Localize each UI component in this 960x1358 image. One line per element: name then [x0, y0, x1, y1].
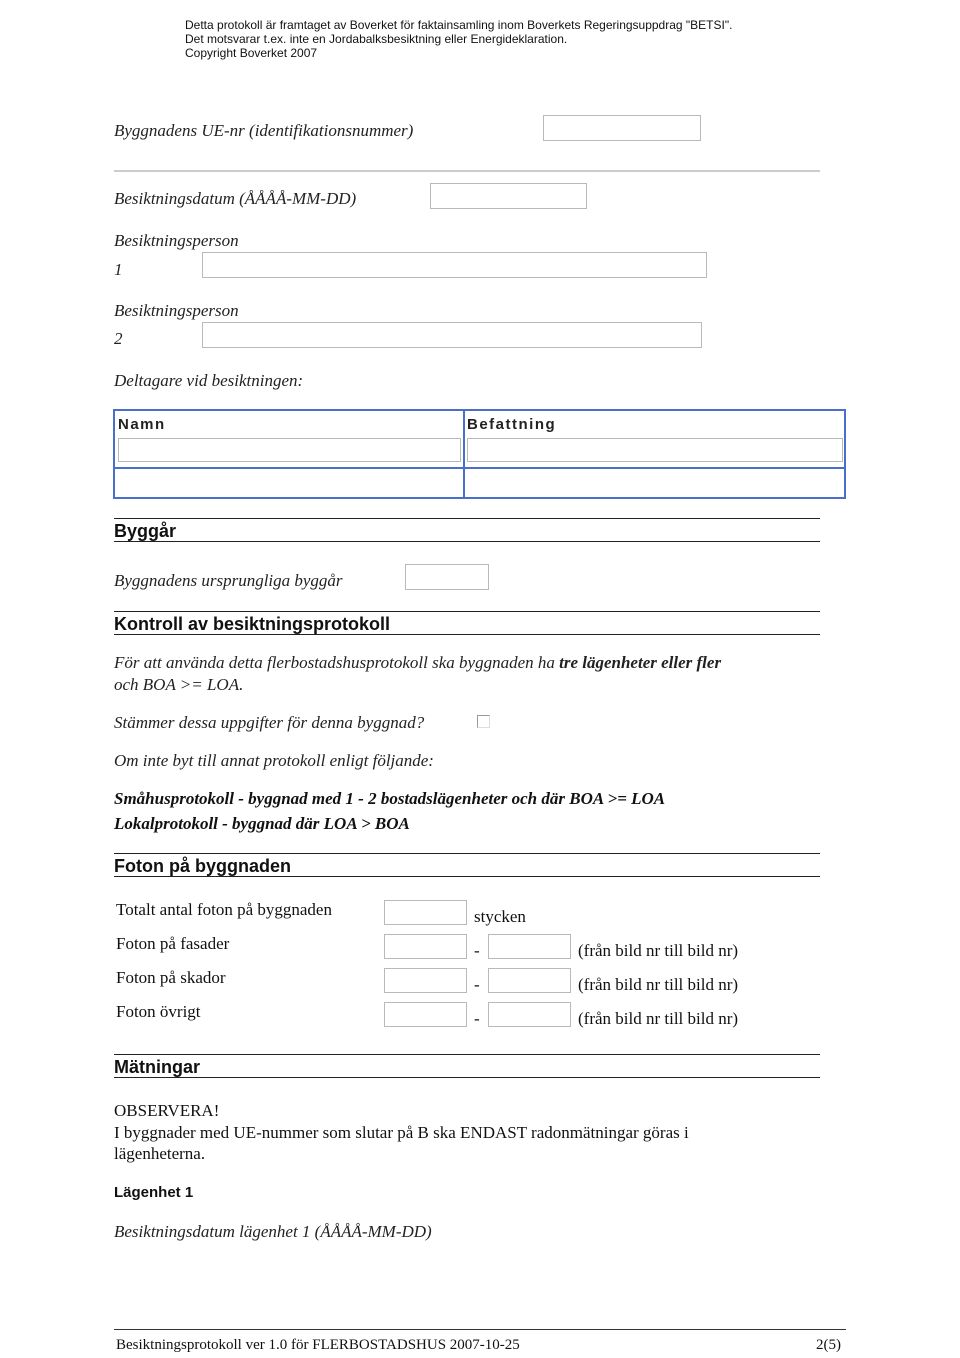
photos-other-label: Foton övrigt [116, 1002, 201, 1021]
participant-name-field[interactable] [118, 438, 461, 462]
header-line-2: Det motsvarar t.ex. inte en Jordabalksbesiktning eller Energideklaration. [185, 32, 568, 46]
inspector-1-field[interactable] [202, 252, 707, 278]
column-header-role: Befattning [467, 416, 557, 433]
section-rule [114, 611, 820, 612]
photos-facade-dash: - [474, 941, 480, 960]
photos-facade-label: Foton på fasader [116, 934, 230, 953]
inspection-date-field[interactable] [430, 183, 587, 209]
photos-total-field[interactable] [384, 900, 467, 925]
kontroll-text-regular: För att använda detta flerbostadshusprotokoll ska byggnaden ha [114, 653, 555, 672]
kontroll-text-line-1 [114, 653, 721, 673]
section-rule [114, 518, 820, 519]
participants-label: Deltagare vid besiktningen: [114, 371, 304, 390]
inspector-1-number: 1 [114, 260, 123, 279]
kontroll-text-line-2: och BOA >= LOA. [114, 675, 244, 694]
original-year-label: Byggnadens ursprungliga byggår [114, 571, 343, 590]
observera-label: OBSERVERA! [114, 1101, 220, 1120]
apartment-1-title: Lägenhet 1 [114, 1184, 194, 1201]
photos-facade-to-field[interactable] [488, 934, 571, 959]
radon-note-line-2: lägenheterna. [114, 1144, 206, 1163]
photos-other-suffix: (från bild nr till bild nr) [578, 1009, 739, 1028]
photos-other-dash: - [474, 1009, 480, 1028]
confirm-checkbox[interactable] [477, 715, 490, 728]
column-header-name: Namn [118, 416, 166, 433]
kontroll-text-bold: tre lägenheter eller fler [559, 653, 722, 672]
photos-total-unit: stycken [474, 907, 526, 926]
photos-other-from-field[interactable] [384, 1002, 467, 1027]
header-line-1: Detta protokoll är framtaget av Boverket för faktainsamling inom Boverkets Regeringsuppdrag "BETSI". [185, 18, 733, 32]
kontroll-question: Stämmer dessa uppgifter för denna byggnad? [114, 713, 425, 732]
photos-damage-to-field[interactable] [488, 968, 571, 993]
section-title-byggar: Byggår [114, 521, 177, 541]
section-rule [114, 634, 820, 635]
radon-note-line-1: I byggnader med UE-nummer som slutar på B ska ENDAST radonmätningar göras i [114, 1123, 689, 1142]
inspector-2-number: 2 [114, 329, 123, 348]
footer-title: Besiktningsprotokoll ver 1.0 för FLERBOSTADSHUS 2007-10-25 [116, 1337, 520, 1353]
apartment-1-date-label: Besiktningsdatum lägenhet 1 (ÅÅÅÅ-MM-DD) [114, 1222, 432, 1241]
photos-other-to-field[interactable] [488, 1002, 571, 1027]
photos-damage-suffix: (från bild nr till bild nr) [578, 975, 739, 994]
inspector-2-field[interactable] [202, 322, 702, 348]
section-title-foton: Foton på byggnaden [114, 856, 291, 876]
table-row-divider [115, 467, 844, 469]
table-column-divider [463, 411, 465, 497]
divider [114, 170, 820, 172]
header-copyright: Copyright Boverket 2007 [185, 46, 318, 60]
original-year-field[interactable] [405, 564, 489, 590]
kontroll-instruction: Om inte byt till annat protokoll enligt följande: [114, 751, 434, 770]
option-lokal: Lokalprotokoll - byggnad där LOA > BOA [114, 814, 410, 833]
inspector-1-label: Besiktningsperson [114, 231, 239, 250]
section-rule [114, 541, 820, 542]
inspection-date-label: Besiktningsdatum (ÅÅÅÅ-MM-DD) [114, 189, 357, 208]
section-rule [114, 1077, 820, 1078]
participants-table [113, 409, 846, 499]
footer-page-number: 2(5) [816, 1337, 841, 1353]
photos-damage-from-field[interactable] [384, 968, 467, 993]
option-smahus: Småhusprotokoll - byggnad med 1 - 2 bostadslägenheter och där BOA >= LOA [114, 789, 666, 808]
ue-number-field[interactable] [543, 115, 701, 141]
section-rule [114, 876, 820, 877]
participant-role-field[interactable] [467, 438, 843, 462]
photos-damage-dash: - [474, 975, 480, 994]
section-rule [114, 1054, 820, 1055]
photos-facade-from-field[interactable] [384, 934, 467, 959]
photos-damage-label: Foton på skador [116, 968, 226, 987]
section-title-kontroll: Kontroll av besiktningsprotokoll [114, 614, 391, 634]
section-rule [114, 853, 820, 854]
section-title-matningar: Mätningar [114, 1057, 201, 1077]
ue-number-label: Byggnadens UE-nr (identifikationsnummer) [114, 121, 414, 140]
footer-rule [114, 1329, 846, 1330]
inspector-2-label: Besiktningsperson [114, 301, 239, 320]
photos-facade-suffix: (från bild nr till bild nr) [578, 941, 739, 960]
photos-total-label: Totalt antal foton på byggnaden [116, 900, 332, 919]
